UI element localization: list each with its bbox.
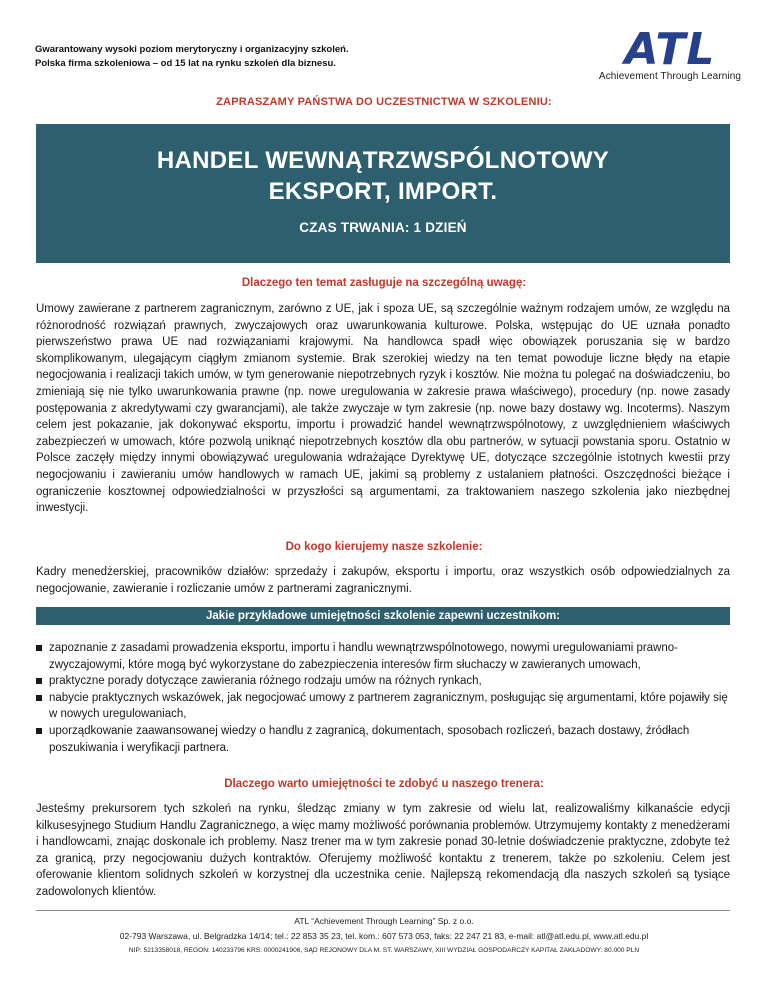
bullet-square-icon <box>36 678 42 684</box>
tagline-line-2: Polska firma szkoleniowa – od 15 lat na rynku szkoleń dla biznesu. <box>35 58 336 69</box>
course-banner <box>36 124 730 263</box>
why-paragraph: Umowy zawierane z partnerem zagranicznym, zarówno z UE, jak i spoza UE, są szczególnie ważnym rodzajem umów, ze względu na różnorodność rozwiązań prawnych, zwyczajowych oraz uwarunkowania kulturowe. Polska, wstępując do UE uznała ponadto pierwszeństwo prawa UE nad rozwiązaniami krajowymi. Na handlowca spadł więc obowiązek poruszania się w bardzo skomplikowanym, ulegającym ciągłym zmianom systemie. Brak szerokiej wiedzy na ten temat powoduje liczne błędy na etapie negocjowania i realizacji takich umów, w tym generowanie niepotrzebnych ryzyk i kosztów. Nie można tu polegać na doświadczeniu, bo zmieniają się nie tylko uwarunkowania prawne (np. nowe uregulowania w zakresie prawa właściwego), procedury (np. nowe zasady postępowania z akredytywami czy gwarancjami), ale także zwyczaje w tym zakresie (np. nowe bazy dostawy wg. Incoterms). Naszym celem jest pokazanie, jak dokonywać eksportu, importu i prowadzić handel wewnątrzwspólnotowy, z uwzględnieniem właściwych zabezpieczeń w umowach, które pozwolą uniknąć niepotrzebnych kosztów dla obu partnerów, w sytuacji powstania sporu. Ostatnio w Polsce zaczęły między innymi obowiązywać uregulowania wdrażające Dyrektywę UE, dotyczące szczególnie istotnych kwestii przy negocjowaniu i zawieraniu umów handlowych w ramach UE, jakimi są problemy z ustalaniem płatności. Oszczędności bieżące i ograniczenie kosztownej odpowiedzialności w przyszłości są argumentami, za traktowaniem naszego szkolenia jako niezbędnej inwestycji. <box>36 303 730 515</box>
list-item-text: zapoznanie z zasadami prowadzenia eksportu, importu i handlu wewnątrzwspólnotowego, nowymi uregulowaniami prawno-zwyczajowymi, które mogą być wykorzystane do zabezpieczenia interesów firm słuchaczy w zawieranych umowach, <box>49 642 679 671</box>
list-item <box>36 673 730 690</box>
list-item-text: nabycie praktycznych wskazówek, jak negocjować umowy z partnerem zagranicznym, posługując się argumentami, które pojawiły się w nowych uregulowaniach, <box>49 691 728 721</box>
audience-heading: Do kogo kierujemy nasze szkolenie: <box>285 541 483 553</box>
trainer-heading: Dlaczego warto umiejętności te zdobyć u naszego trenera: <box>224 778 544 790</box>
list-item-text: praktyczne porady dotyczące zawierania różnego rodzaju umów na różnych rynkach, <box>49 675 482 688</box>
bullet-square-icon <box>36 728 42 734</box>
logo-subtitle: Achievement Through Learning <box>598 71 742 82</box>
list-item <box>36 723 730 756</box>
audience-paragraph: Kadry menedżerskiej, pracowników działów: sprzedaży i zakupów, eksportu i importu, oraz wszystkich osób odpowiedzialnych za negocjowanie, zawieranie i rozliczanie umów z partnerami zagranicznymi. <box>36 566 730 595</box>
footer-contact: 02-793 Warszawa, ul. Belgradzka 14/14; tel.: 22 853 35 23, tel. kom.: 607 573 053, faks: 22 247 21 83, e-mail: atl@atl.edu.pl, www.atl.edu.pl <box>119 931 649 941</box>
skills-list <box>36 640 730 756</box>
bullet-square-icon <box>36 695 42 701</box>
course-title-line-1: HANDEL WEWNĄTRZWSPÓLNOTOWY <box>156 147 610 174</box>
course-title <box>36 145 730 207</box>
list-item <box>36 690 730 723</box>
course-title-line-2: EKSPORT, IMPORT. <box>268 178 498 205</box>
list-item-text: uporządkowanie zaawansowanej wiedzy o handlu z zagranicą, dokumentach, sposobach rozliczeń, bazach dostawy, źródłach poszukiwania i weryfikacji partnera. <box>49 724 690 754</box>
logo-mark: ATL <box>624 24 716 75</box>
bullet-square-icon <box>36 645 42 651</box>
tagline-line-1: Gwarantowany wysoki poziom merytoryczny i organizacyjny szkoleń. <box>35 44 349 55</box>
course-duration: CZAS TRWANIA: 1 DZIEŃ <box>299 220 467 235</box>
footer-divider <box>36 910 730 911</box>
footer-registry: NIP: 5213358018, REGON: 140233796 KRS: 0000241906, SĄD REJONOWY DLA M. ST. WARSZAWY, XIII WYDZIAŁ GOSPODARCZY KAPITAŁ ZAKŁADOWY: 80.000 PLN <box>128 947 640 954</box>
list-item <box>36 640 730 673</box>
header-tagline <box>35 43 349 71</box>
atl-logo <box>596 24 744 82</box>
why-heading: Dlaczego ten temat zasługuje na szczególną uwagę: <box>241 277 527 289</box>
trainer-paragraph: Jesteśmy prekursorem tych szkoleń na rynku, śledząc zmiany w tym zakresie od wielu lat, realizowaliśmy kilkanaście edycji kilkusesyjnego Studium Handlu Zagranicznego, a więc mamy możliwość porównania problemów. Utrzymujemy kontakty z menedżerami i handlowcami, znając doskonale ich problemy. Nasz trener ma w tym zakresie ponad 30-letnie doświadczenie praktyczne, zdobyte też za granicą, przy negocjowaniu dużych kontraktów. Oferujemy możliwość kontaktu z trenerem, także po szkoleniu. Celem jest oferowanie klientom solidnych szkoleń w korzystnej dla uczestnika cenie. Najlepszą rekomendacją dla naszych szkoleń są tysiące zadowolonych klientów. <box>36 803 730 898</box>
skills-heading: Jakie przykładowe umiejętności szkolenie zapewni uczestnikom: <box>36 607 730 625</box>
footer-company: ATL “Achievement Through Learning” Sp. z o.o. <box>294 916 474 926</box>
invitation-text: ZAPRASZAMY PAŃSTWA DO UCZESTNICTWA W SZKOLENIU: <box>216 96 552 108</box>
